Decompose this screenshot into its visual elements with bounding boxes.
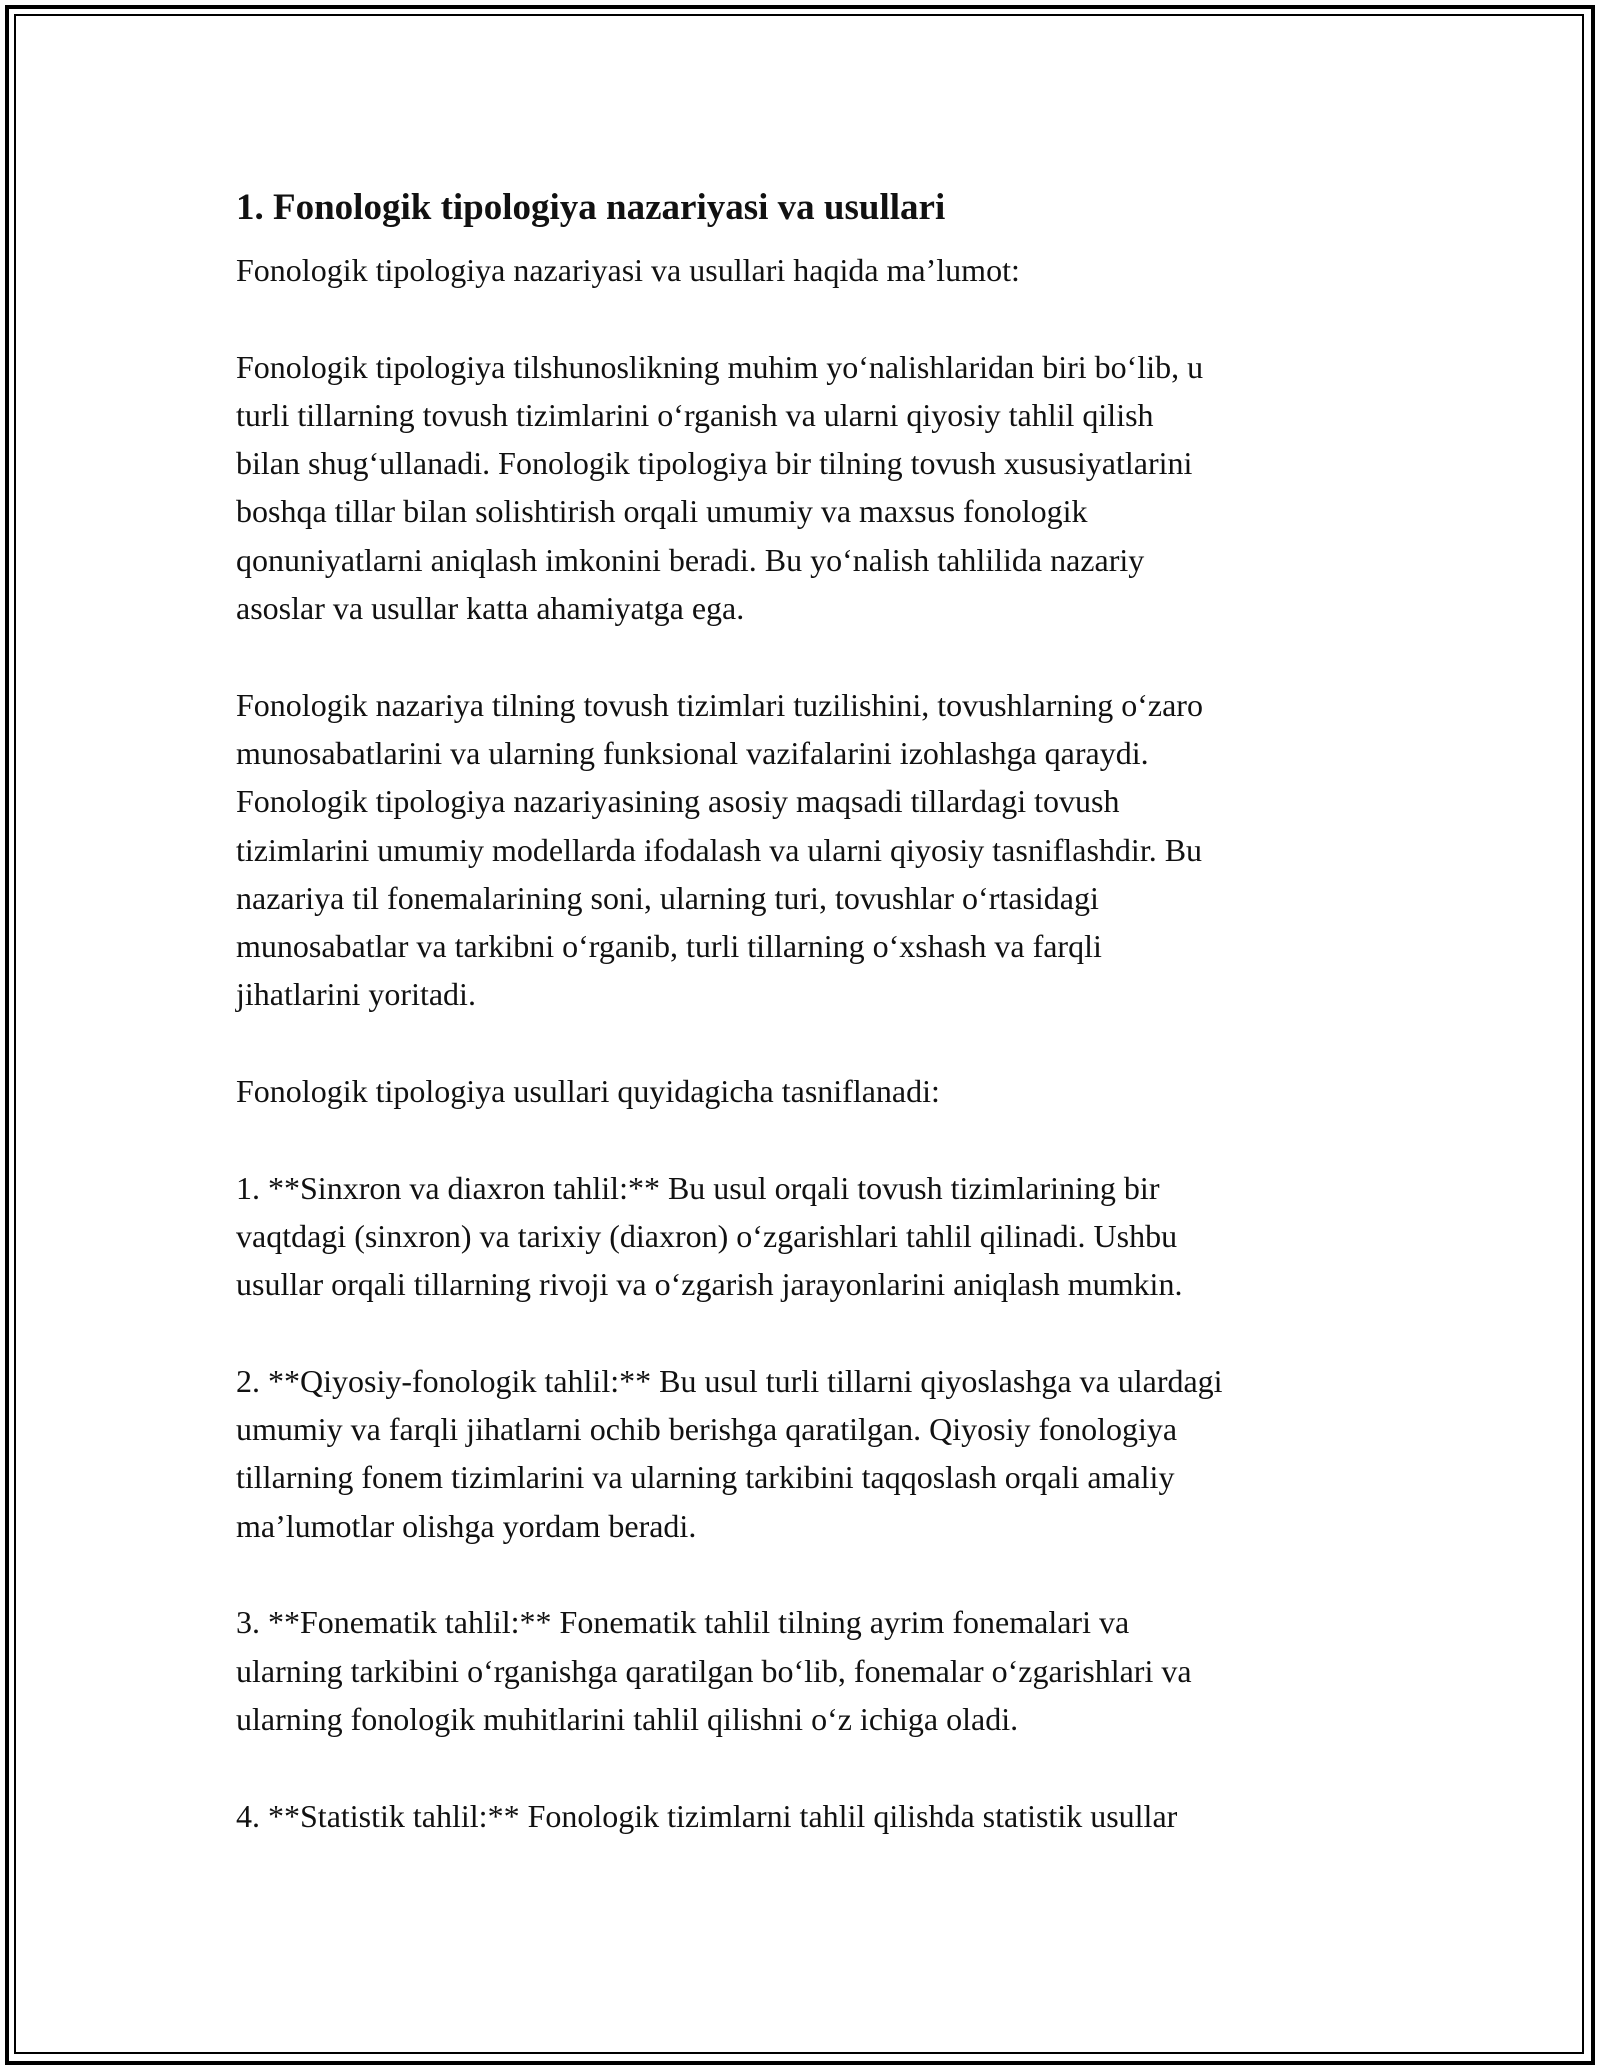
paragraph-phonological-typology: Fonologik tipologiya tilshunoslikning muhim yo‘nalishlaridan biri bo‘lib, u turli tillarning tovush tizimlarini o‘rganish va ularni qiyosiy tahlil qilish bilan shug‘ullanadi. Fonologik tipologiya bir tilning tovush xususiyatlarini boshqa tillar bilan solishtirish orqali umumiy va maxsus fonologik qonuniyatlarni aniqlash imkonini beradi. Bu yo‘nalish tahlilida nazariy asoslar va usullar katta ahamiyatga ega. [236, 348, 1204, 627]
section-heading: 1. Fonologik tipologiya nazariyasi va usullari [236, 187, 946, 228]
list-item-synchronic-diachronic: 1. **Sinxron va diaxron tahlil:** Bu usul orqali tovush tizimlarining bir vaqtdagi (sinxron) va tarixiy (diaxron) o‘zgarishlari tahlil qilinadi. Ushbu usullar orqali tillarning rivoji va o‘zgarish jarayonlarini aniqlash mumkin. [236, 1169, 1183, 1303]
list-item-statistical-analysis: 4. **Statistik tahlil:** Fonologik tizimlarni tahlil qilishda statistik usullar [236, 1797, 1178, 1834]
paragraph-phonological-theory: Fonologik nazariya tilning tovush tizimlari tuzilishini, tovushlarning o‘zaro munosabatlarini va ularning funksional vazifalarini izohlashga qaraydi. Fonologik tipologiya nazariyasining asosiy maqsadi tillardagi tovush tizimlarini umumiy modellarda ifodalash va ularni qiyosiy tasniflashdir. Bu nazariya til fonemalarining soni, ularning turi, tovushlar o‘rtasidagi munosabatlar va tarkibni o‘rganib, turli tillarning o‘xshash va farqli jihatlarini yoritadi. [236, 686, 1203, 1013]
paragraph-methods-intro: Fonologik tipologiya usullari quyidagicha tasniflanadi: [236, 1073, 940, 1110]
intro-paragraph: Fonologik tipologiya nazariyasi va usullari haqida ma’lumot: [236, 252, 1020, 288]
document-body [236, 184, 1396, 1888]
list-item-comparative-analysis: 2. **Qiyosiy-fonologik tahlil:** Bu usul turli tillarni qiyoslashga va ulardagi umumiy va farqli jihatlarni ochib berishga qaratilgan. Qiyosiy fonologiya tillarning fonem tizimlarini va ularning tarkibini taqqoslash orqali amaliy ma’lumotlar olishga yordam beradi. [236, 1362, 1223, 1544]
list-item-phonematic-analysis: 3. **Fonematik tahlil:** Fonematik tahlil tilning ayrim fonemalari va ularning tarkibini o‘rganishga qaratilgan bo‘lib, fonemalar o‘zgarishlari va ularning fonologik muhitlarini tahlil qilishni o‘z ichiga oladi. [236, 1604, 1192, 1737]
